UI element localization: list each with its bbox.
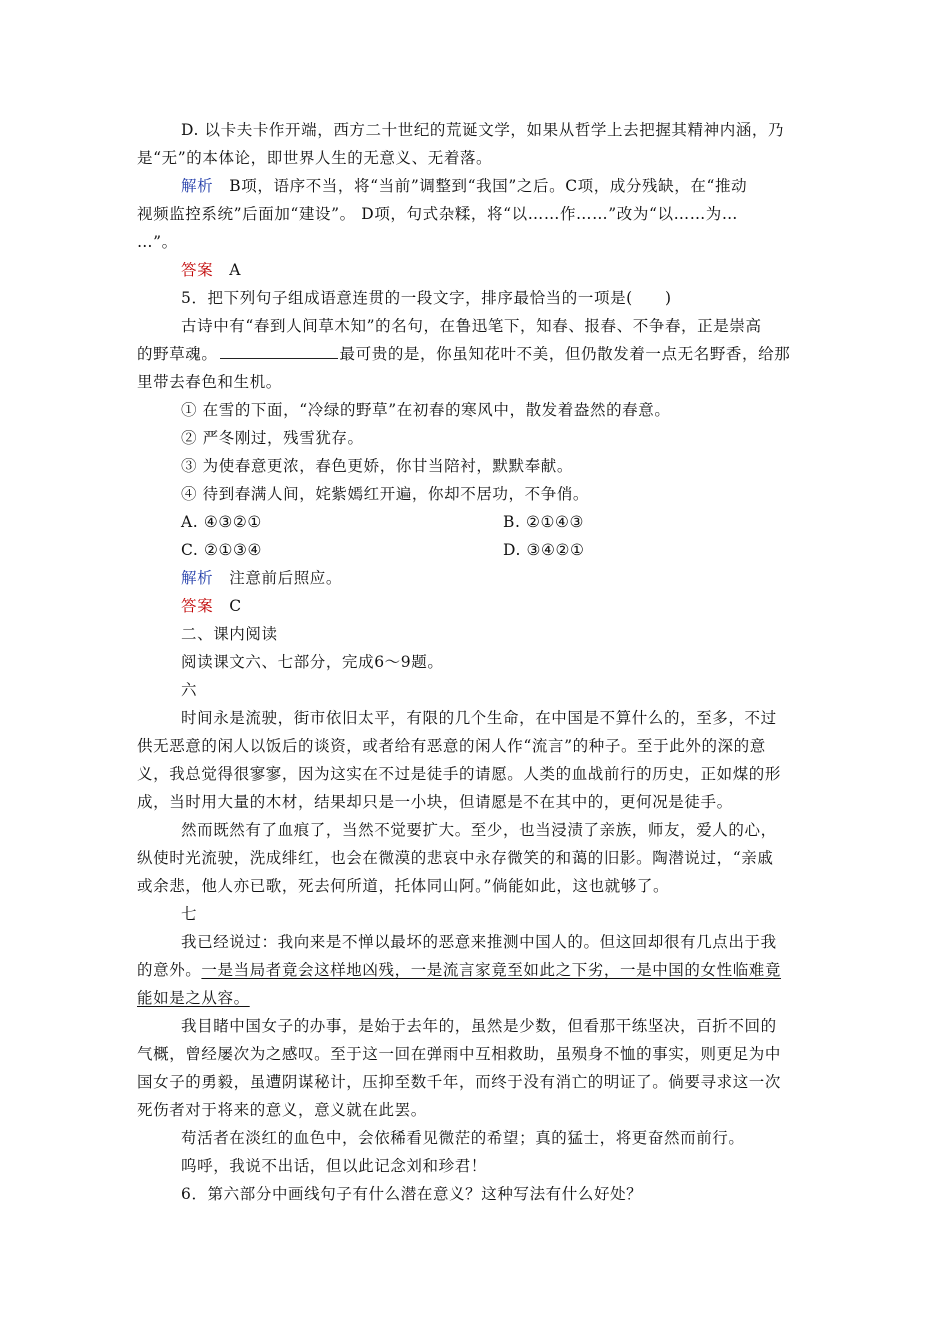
part-seven-line4: 我目睹中国女子的办事，是始于去年的，虽然是少数，但看那干练坚决，百折不回的: [181, 1017, 777, 1035]
part-seven-line2: 的意外。一是当局者竟会这样地凶残，一是流言家竟至如此之下劣，一是中国的女性临难竟: [137, 961, 782, 979]
choice-a: A. ④③②①: [181, 513, 262, 531]
fill-blank: [220, 344, 338, 359]
sentence-1: ① 在雪的下面，“冷绿的野草”在初春的寒风中，散发着盎然的春意。: [181, 401, 671, 419]
part-seven-line3: [137, 987, 250, 1009]
part-seven-line1: 我已经说过：我向来是不惮以最坏的恶意来推测中国人的。但这回却很有几点出于我: [181, 933, 777, 951]
sentence-3: ③ 为使春意更浓，春色更娇，你甘当陪衬，默默奉献。: [181, 457, 573, 475]
analysis-4-line1: 解析 B项，语序不当，将“当前”调整到“我国”之后。C项，成分残缺，在“推动: [181, 177, 748, 195]
reading-instruction: 阅读课文六、七部分，完成6～9题。: [181, 653, 444, 671]
part-seven-line5: 气概，曾经屡次为之感叹。至于这一回在弹雨中互相救助，虽殒身不恤的事实，则更足为中: [137, 1045, 782, 1063]
part-six-line2: 供无恶意的闲人以饭后的谈资，或者给有恶意的闲人作“流言”的种子。至于此外的深的意: [137, 737, 766, 755]
answer-label: 答案: [181, 597, 214, 615]
part-seven-line9: 呜呼，我说不出话，但以此记念刘和珍君！: [181, 1157, 487, 1175]
answer-label: 答案: [181, 261, 214, 279]
question-6: 6．第六部分中画线句子有什么潜在意义？这种写法有什么好处？: [181, 1185, 643, 1203]
part-six-line6: 纵使时光流驶，洗成绯红，也会在微漠的悲哀中永存微笑的和蔼的旧影。陶潜说过，“亲戚: [137, 849, 774, 867]
q5-passage-line1: 古诗中有“春到人间草木知”的名句，在鲁迅笔下，知春、报春、不争春，正是崇高: [181, 317, 762, 335]
part-six-line1: 时间永是流驶，街市依旧太平，有限的几个生命，在中国是不算什么的，至多，不过: [181, 709, 777, 727]
choice-d: D. ③④②①: [503, 541, 585, 559]
underlined-sentence: 一是当局者竟会这样地凶残，一是流言家竟至如此之下劣，一是中国的女性临难竟: [201, 961, 782, 979]
part-six-line4: 成，当时用大量的木材，结果却只是一小块，但请愿是不在其中的，更何况是徒手。: [137, 793, 733, 811]
choice-b: B. ②①④③: [503, 513, 585, 531]
part-six-line5: 然而既然有了血痕了，当然不觉要扩大。至少，也当浸渍了亲族，师友，爱人的心，: [181, 821, 777, 839]
option-d-line2: 是“无”的本体论，即世界人生的无意义、无着落。: [137, 149, 493, 167]
part-seven-line6: 国女子的勇毅，虽遭阴谋秘计，压抑至数千年，而终于没有消亡的明证了。倘要寻求这一次: [137, 1073, 782, 1091]
answer-4: 答案 A: [181, 261, 242, 279]
part-six-heading: 六: [181, 681, 198, 699]
question-5: 5．把下列句子组成语意连贯的一段文字，排序最恰当的一项是( ): [181, 289, 672, 307]
q5-passage-line3: 里带去春色和生机。: [137, 373, 282, 391]
option-d-line1: D. 以卡夫卡作开端，西方二十世纪的荒诞文学，如果从哲学上去把握其精神内涵，乃: [181, 121, 785, 139]
part-seven-heading: 七: [181, 905, 198, 923]
analysis-5: 解析 注意前后照应。: [181, 569, 343, 587]
sentence-2: ② 严冬刚过，残雪犹存。: [181, 429, 364, 447]
underlined-sentence-end: 能如是之从容。: [137, 989, 250, 1007]
analysis-label: 解析: [181, 177, 214, 195]
sentence-4: ④ 待到春满人间，姹紫嫣红开遍，你却不居功，不争俏。: [181, 485, 590, 503]
analysis-4-line3: …”。: [137, 233, 178, 251]
analysis-label: 解析: [181, 569, 214, 587]
q5-passage-line2: 的野草魂。 最可贵的是，你虽知花叶不美，但仍散发着一点无名野香，给那: [137, 345, 791, 363]
part-seven-line7: 死伤者对于将来的意义，意义就在此罢。: [137, 1101, 427, 1119]
part-six-line7: 或余悲，他人亦已歌，死去何所道，托体同山阿。”倘能如此，这也就够了。: [137, 877, 670, 895]
part-seven-line8: 苟活者在淡红的血色中，会依稀看见微茫的希望；真的猛士，将更奋然而前行。: [181, 1129, 745, 1147]
choice-c: C. ②①③④: [181, 541, 262, 559]
answer-5: 答案 C: [181, 597, 242, 615]
part-six-line3: 义，我总觉得很寥寥，因为这实在不过是徒手的请愿。人类的血战前行的历史，正如煤的形: [137, 765, 782, 783]
analysis-4-line2: 视频监控系统”后面加“建设”。 D项，句式杂糅，将“以……作……”改为“以……为…: [137, 205, 739, 223]
section-heading: 二、课内阅读: [181, 625, 278, 643]
